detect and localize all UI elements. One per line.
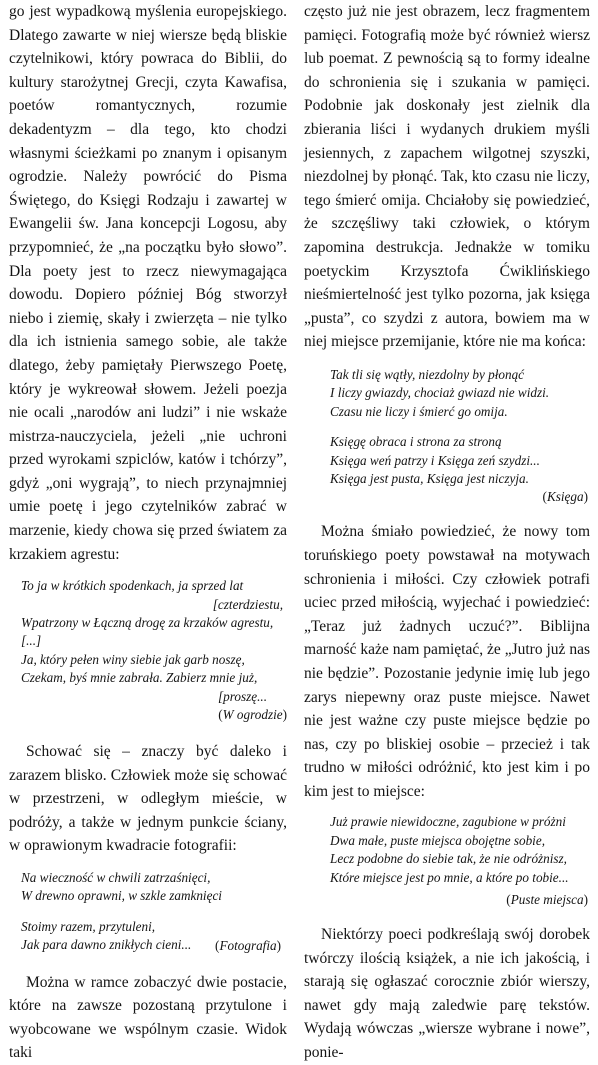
poem-line: Ja, który pełen winy siebie jak garb noszę, [21, 651, 245, 667]
left-paragraph-3: Można w ramce zobaczyć dwie postacie, które na zawsze pozostaną przytulone i wyobcowane we wspólnym czasie. Widok taki [9, 973, 287, 1062]
right-paragraph-2: Można śmiało powiedzieć, że nowy tom toruńskiego poety powstawał na motywach schronienia i miłości. Czy człowiek potrafi uciec przed miłością, wyjechać i powiedzieć: „Teraz już żadnych uczuć?”. Biblijna marność każe nam pamiętać, że „Jutro już nas nie będzie”. Pozostanie jedynie imię lub jego zarys niepewny oraz puste miejsce. Nawet nie jest ważne czy puste miejsce będzie po nas, czy po bliskiej osobie – przecież i tak trudno w miłości odróżnić, kto jest kim i po kim jest to miejsce: [304, 523, 590, 800]
poem-line: [...] [21, 633, 42, 649]
poem-line: To ja w krótkich spodenkach, ja sprzed lat [21, 578, 244, 594]
poem-w-ogrodzie [9, 577, 287, 724]
poem-source-title: Księga [546, 489, 584, 505]
poem-line: Jak para dawno znikłych cieni... [21, 937, 192, 953]
poem-source: (Księga) [542, 489, 588, 505]
poem-line: Księga weń patrzy i Księga zeń szydzi... [330, 452, 540, 468]
poem-line: [czterdziestu, [212, 596, 283, 612]
left-paragraph-1: go jest wypadkową myślenia europejskiego. Dlatego zawarte w niej wierszе będą bliskie czytelnikowi, który powraca do Biblii, do kultury starożytnej Grecji, czyta Kawafisa, poetów romantycznych, rozumie dekadentyzm – dla tego, kto chodzi własnymi ścieżkami po znanym i opisanym ogrodzie. Należy powrócić do Pisma Świętego, do Księgi Rodzaju i zawartej w Ewangelii św. Jana koncepcji Logosu, aby przypomnieć, że „na początku było słowo”. Dla poety jest to rzecz niewymagająca dowodu. Dopiero później Bóg stworzył niebo i ziemię, skały i zwierzęta – nie tylko dla ich istnienia samego sobie, ale także dlatego, żeby pamiętały Pierwszego Poetę, który je wykreował słowem. Jeżeli poezja nie ocali „narodów ani ludzi” i nie wskaże mistrza-nauczyciela, jeżeli „nie uchroni przed wyrokami szpiclów, katów i tchórzy”, gdyż „oni wygrają”, to niech przynajmniej umie poetę i jego czytelników zabrać w marzenie, kiedy chowa się przed światem za krzakiem agrestu: [9, 3, 287, 563]
poem-puste-miejsca [304, 813, 590, 909]
poem-source: (W ogrodzie) [218, 707, 287, 723]
stanza-gap [21, 906, 287, 918]
poem-line: Wpatrzony w Łączną drogę za krzaków agrestu, [21, 615, 274, 631]
poem-source: (Puste miejsca) [506, 892, 588, 908]
poem-line: W drewno oprawni, w szkle zamknięci [21, 888, 222, 904]
poem-line: I liczy gwiazdy, chociaż gwiazd nie widzi. [330, 385, 550, 401]
poem-line: Już prawie niewidoczne, zagubione w próżni [330, 814, 566, 830]
left-column [9, 0, 287, 1065]
poem-source-title: Puste miejsca [510, 892, 584, 908]
poem-line: Dwa małe, puste miejsca obojętne sobie, [330, 832, 545, 848]
poem-line: Czasu nie liczy i śmierć go omija. [330, 403, 508, 419]
stanza-gap [330, 421, 590, 433]
poem-line: Lecz podobne do siebie tak, że nie odróżnisz, [330, 851, 567, 867]
poem-line: Które miejsce jest po mnie, a które po tobie... [330, 869, 569, 885]
poem-line: Tak tli się wątły, niezdolny by płonąć [330, 366, 525, 382]
poem-source-title: W ogrodzie [222, 707, 283, 723]
poem-line: Księga jest pusta, Księga jest niczyja. [330, 470, 529, 486]
right-column [304, 0, 590, 1065]
poem-line: Czekam, byś mnie zabrała. Zabierz mnie już, [21, 670, 258, 686]
poem-source-title: Fotografia [219, 937, 277, 953]
poem-line: [proszę... [218, 688, 267, 704]
poem-line: Na wieczność w chwili zatrzaśnięci, [21, 870, 211, 886]
poem-source: (Fotografia) [215, 937, 281, 953]
poem-line: Stoimy razem, przytuleni, [21, 918, 156, 934]
left-paragraph-2: Schować się – znaczy być daleko i zarazem blisko. Człowiek może się schować w przestrzeni, w odległym mieście, w podróży, a także w jednym punkcie ściany, w oprawionym kwadracie fotografii: [9, 743, 287, 855]
poem-ksiega [304, 366, 590, 506]
right-paragraph-1: często już nie jest obrazem, lecz fragmentem pamięci. Fotografią może być również wiersz lub poemat. Z pewnością są to formy idealne do schronienia się i szukania w pamięci. Podobnie jak doskonały jest zielnik dla zbierania liści i wydanych drukiem myśli jesiennych, z zapachem wilgotnej szyszki, niezdolnej by płonąć. Tak, kto czasu nie liczy, tego śmierć omija. Chciałoby się powiedzieć, że szczęśliwy taki człowiek, o którym zapomina destrukcja. Jednakże w tomiku poetyckim Krzysztofa Ćwiklińskiego nieśmiertelność jest tylko pozorna, jak księga „pusta”, co szydzi z autora, bowiem ma w niej miejsce przemijanie, które nie ma końca: [304, 3, 590, 351]
right-paragraph-3: Niektórzy poeci podkreślają swój dorobek twórczy ilością książek, a nie ich jakością, i starają się ogłaszać corocznie zbiór wierszy, nawet gdy mają zaledwie parę tekstów. Wydają wówczas „wiersze wybrane i nowe”, ponie- [304, 926, 590, 1062]
poem-line: Księgę obraca i strona za stroną [330, 434, 502, 450]
poem-fotografia [9, 869, 287, 955]
